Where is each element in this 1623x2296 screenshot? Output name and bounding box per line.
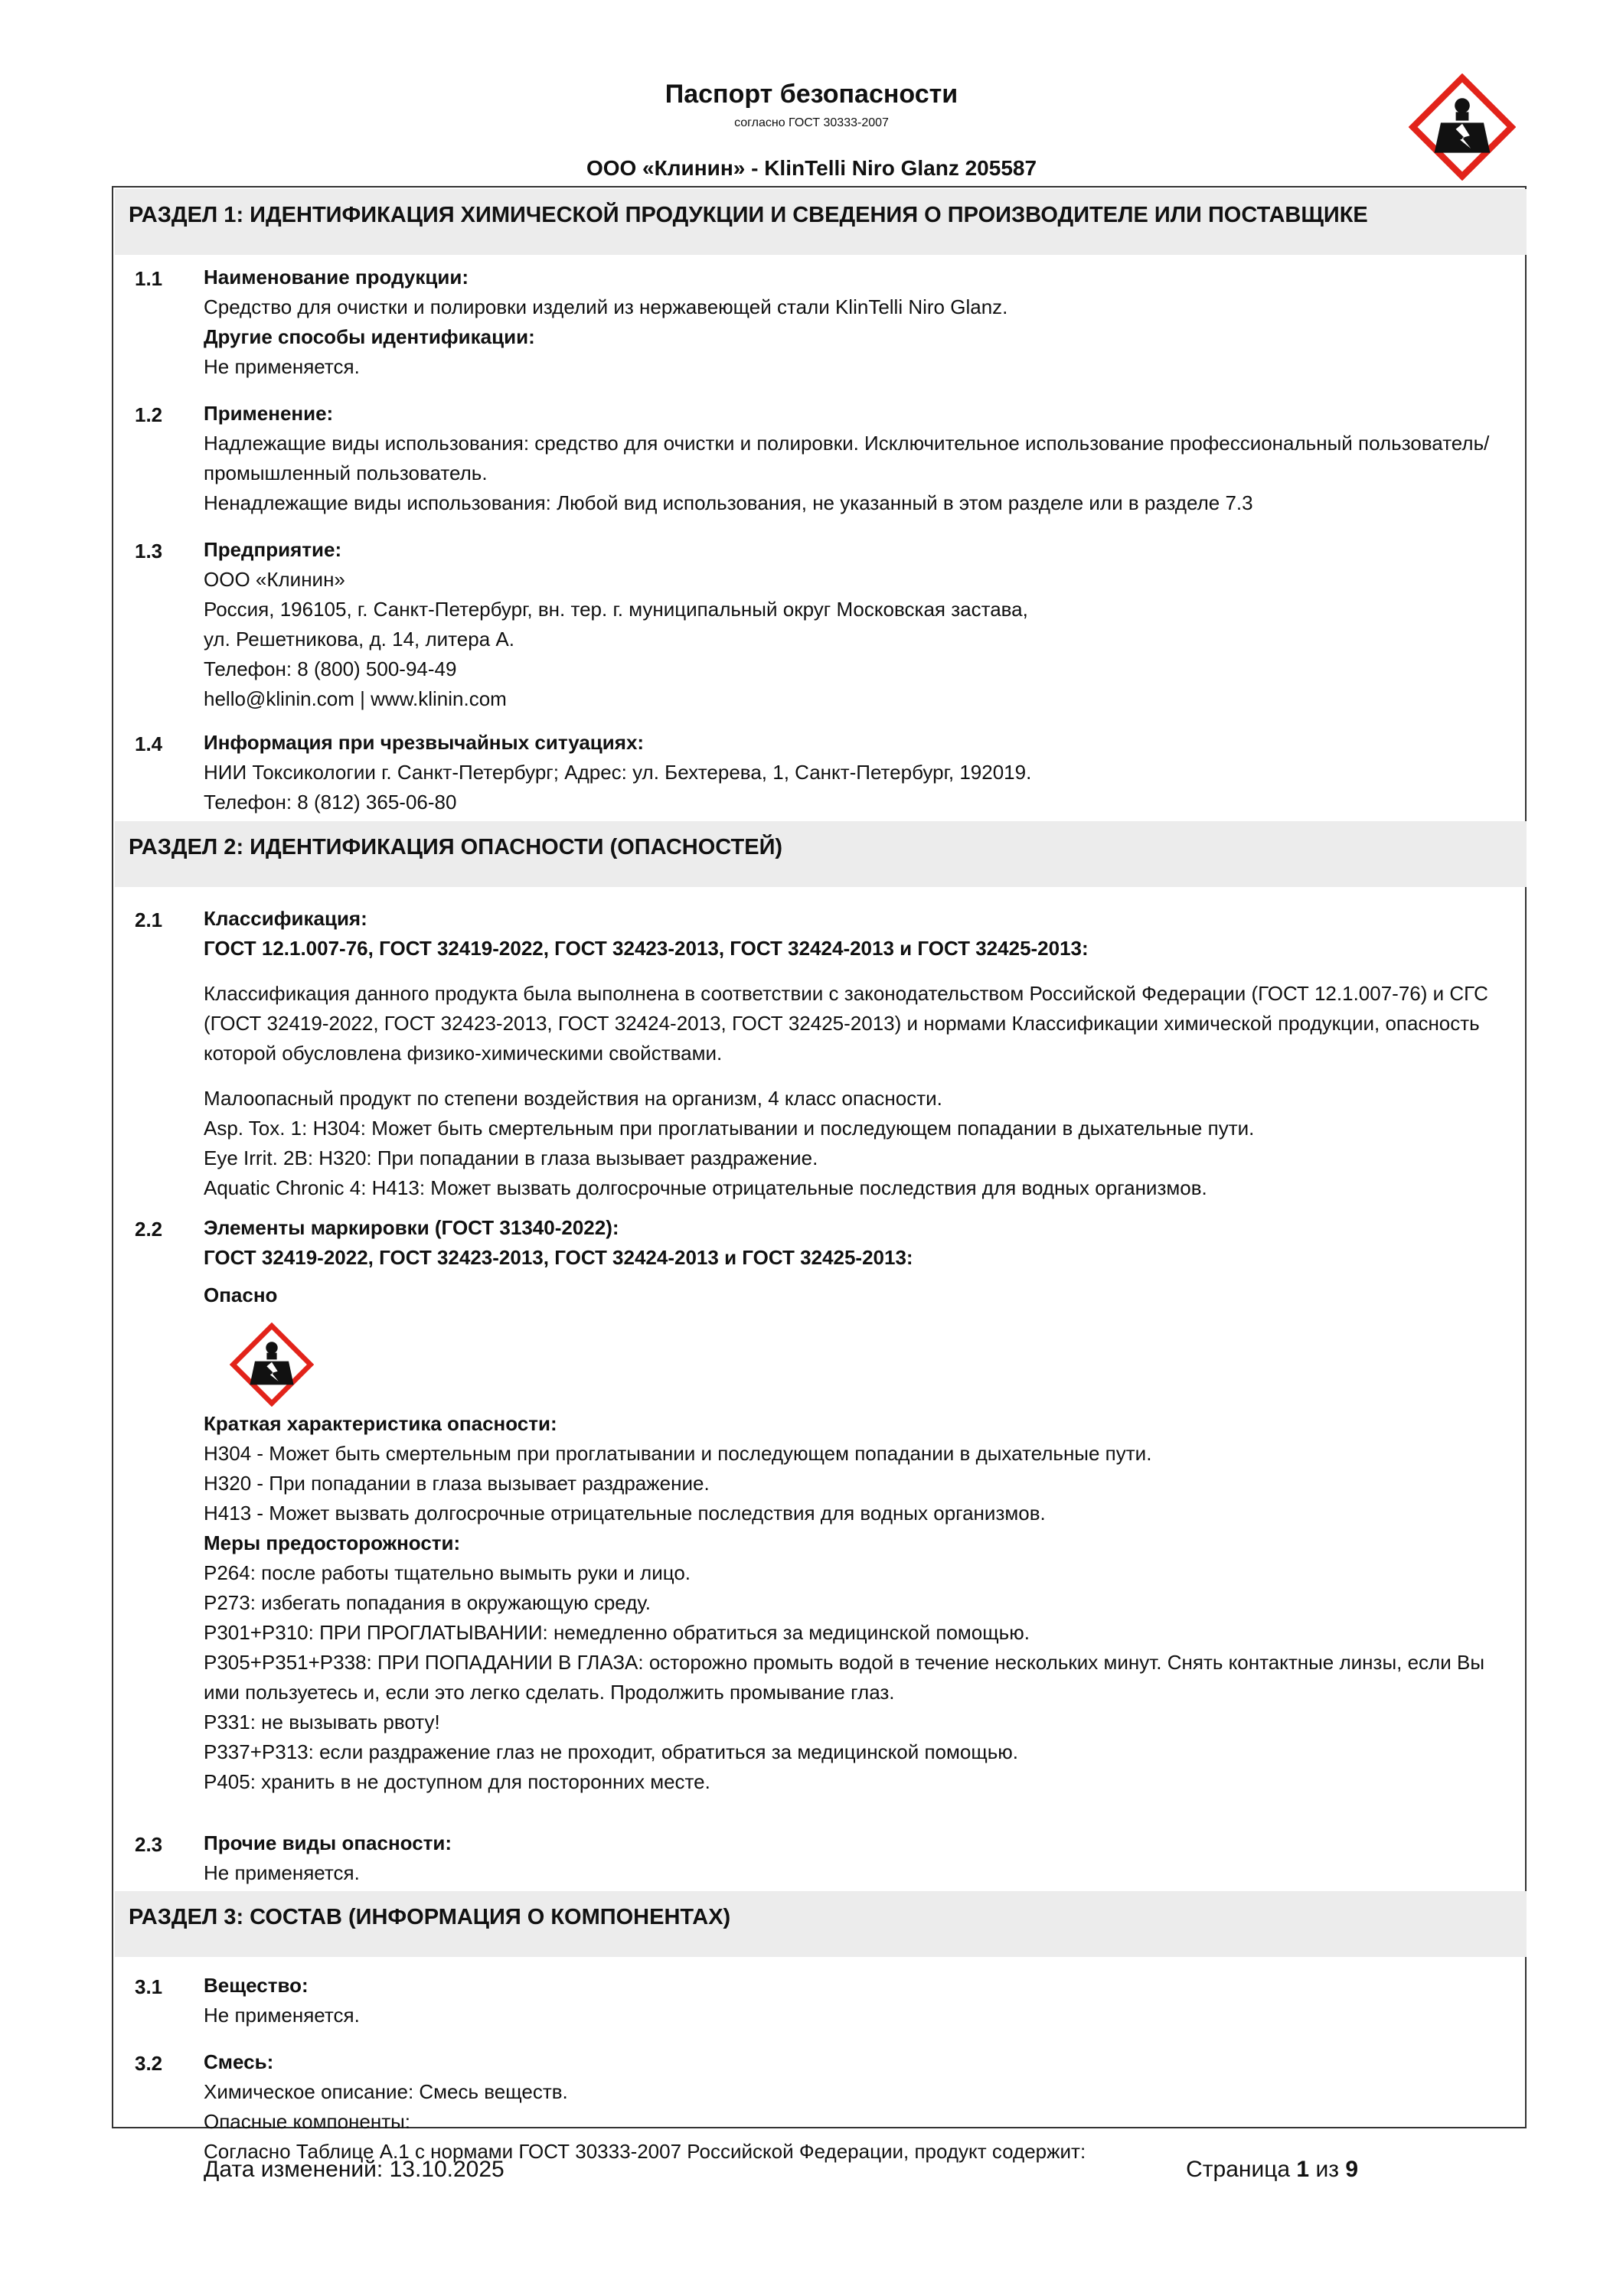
substance-heading: Вещество: xyxy=(204,1974,309,1997)
hazardous-components-label: Опасные компоненты: xyxy=(204,2110,411,2133)
item-1-3-number: 1.3 xyxy=(135,540,163,563)
item-1-4 xyxy=(204,728,1513,817)
other-id-text: Не применяется. xyxy=(204,355,360,378)
health-hazard-icon xyxy=(1409,73,1516,181)
precaution-statement: P405: хранить в не доступном для посторонних месте. xyxy=(204,1770,710,1793)
labelling-heading: Элементы маркировки (ГОСТ 31340-2022): xyxy=(204,1216,619,1239)
precaution-statement: P264: после работы тщательно вымыть руки и лицо. xyxy=(204,1561,691,1584)
health-hazard-icon xyxy=(230,1322,314,1407)
section-2-header xyxy=(115,821,1527,887)
item-1-1 xyxy=(204,263,1513,382)
precaution-statement: P273: избегать попадания в окружающую среду. xyxy=(204,1591,651,1614)
hazard-statement: H413 - Может вызвать долгосрочные отрицательные последствия для водных организмов. xyxy=(204,1502,1046,1525)
precautions-heading: Меры предосторожности: xyxy=(204,1531,461,1554)
product-name-heading: Наименование продукции: xyxy=(204,266,469,289)
item-2-2-number: 2.2 xyxy=(135,1218,163,1241)
document-header xyxy=(0,0,1623,184)
item-2-1 xyxy=(204,904,1513,1203)
usage-appropriate: Надлежащие виды использования: средство для очистки и полировки. Исключительное использование профессиональный пользователь/промышленный пользователь. xyxy=(204,432,1490,484)
company-name: ООО «Клинин» xyxy=(204,568,345,591)
classification-h413: Aquatic Chronic 4: H413: Может вызвать долгосрочные отрицательные последствия для водных организмов. xyxy=(204,1176,1207,1199)
item-3-1 xyxy=(204,1971,1513,2030)
usage-heading: Применение: xyxy=(204,402,334,425)
page-of: из xyxy=(1315,2157,1339,2182)
classification-h304: Asp. Tox. 1: H304: Может быть смертельным при проглатывании и последующем попадании в дыхательные пути. xyxy=(204,1117,1255,1140)
item-1-2-number: 1.2 xyxy=(135,403,163,426)
item-2-1-number: 2.1 xyxy=(135,908,163,931)
hazard-statement: H320 - При попадании в глаза вызывает раздражение. xyxy=(204,1472,710,1495)
company-address-2: ул. Решетникова, д. 14, литера А. xyxy=(204,628,514,651)
emergency-heading: Информация при чрезвычайных ситуациях: xyxy=(204,731,645,754)
product-name-text: Средство для очистки и полировки изделий из нержавеющей стали KlinTelli Niro Glanz. xyxy=(204,295,1008,318)
item-2-2 xyxy=(204,1213,1513,1310)
document-subtitle: согласно ГОСТ 30333-2007 xyxy=(734,116,889,129)
classification-heading: Классификация: xyxy=(204,907,367,930)
item-2-3-number: 2.3 xyxy=(135,1833,163,1856)
section-3-title: РАЗДЕЛ 3: СОСТАВ (ИНФОРМАЦИЯ О КОМПОНЕНТАХ) xyxy=(129,1905,731,1929)
precaution-statement: P305+P351+P338: ПРИ ПОПАДАНИИ В ГЛАЗА: осторожно промыть водой в течение нескольких минут. Снять контактные линзы, если Вы ими пользуетесь и, если это легко сделать. Продолжить промывание глаз. xyxy=(204,1651,1485,1704)
item-1-4-number: 1.4 xyxy=(135,732,163,755)
precaution-statement: P337+P313: если раздражение глаз не проходит, обратиться за медицинской помощью. xyxy=(204,1740,1018,1763)
page-label: Страница xyxy=(1186,2157,1291,2182)
company-phone: Телефон: 8 (800) 500-94-49 xyxy=(204,657,457,680)
classification-standards: ГОСТ 12.1.007-76, ГОСТ 32419-2022, ГОСТ 32423-2013, ГОСТ 32424-2013 и ГОСТ 32425-2013: xyxy=(204,937,1089,960)
page-total: 9 xyxy=(1345,2157,1358,2182)
hazard-class-line: Малоопасный продукт по степени воздействия на организм, 4 класс опасности. xyxy=(204,1087,942,1110)
emergency-address: НИИ Токсикологии г. Санкт-Петербург; Адрес: ул. Бехтерева, 1, Санкт-Петербург, 192019. xyxy=(204,761,1032,784)
company-heading: Предприятие: xyxy=(204,538,342,561)
section-2-title: РАЗДЕЛ 2: ИДЕНТИФИКАЦИЯ ОПАСНОСТИ (ОПАСНОСТЕЙ) xyxy=(129,835,783,859)
classification-paragraph: Классификация данного продукта была выполнена в соответствии с законодательством Российской Федерации (ГОСТ 12.1.007-76) и СГС (ГОСТ 32419-2022, ГОСТ 32423-2013, ГОСТ 32424-2013, ГОСТ 32425-2013) и нормами Классификации химической продукции, опасность которой обусловлена физико-химическими свойствами. xyxy=(204,982,1488,1065)
classification-h320: Eye Irrit. 2B: H320: При попадании в глаза вызывает раздражение. xyxy=(204,1146,818,1169)
product-name: ООО «Клинин» - KlinTelli Niro Glanz 205587 xyxy=(586,156,1037,180)
mixture-heading: Смесь: xyxy=(204,2050,274,2073)
usage-inappropriate: Ненадлежащие виды использования: Любой вид использования, не указанный в этом разделе или в разделе 7.3 xyxy=(204,491,1253,514)
item-1-2 xyxy=(204,399,1513,518)
mixture-description: Химическое описание: Смесь веществ. xyxy=(204,2080,568,2103)
precaution-statement: P301+P310: ПРИ ПРОГЛАТЫВАНИИ: немедленно обратиться за медицинской помощью. xyxy=(204,1621,1030,1644)
hazard-and-precaution-statements xyxy=(204,1409,1513,1797)
labelling-standards: ГОСТ 32419-2022, ГОСТ 32423-2013, ГОСТ 32424-2013 и ГОСТ 32425-2013: xyxy=(204,1246,913,1269)
item-3-2-number: 3.2 xyxy=(135,2052,163,2075)
emergency-phone: Телефон: 8 (812) 365-06-80 xyxy=(204,791,457,814)
company-contacts: hello@klinin.com | www.klinin.com xyxy=(204,687,507,710)
item-3-1-number: 3.1 xyxy=(135,1975,163,1998)
signal-word: Опасно xyxy=(204,1283,278,1306)
substance-text: Не применяется. xyxy=(204,2004,360,2027)
document-title: Паспорт безопасности xyxy=(665,80,958,109)
section-1-title: РАЗДЕЛ 1: ИДЕНТИФИКАЦИЯ ХИМИЧЕСКОЙ ПРОДУКЦИИ И СВЕДЕНИЯ О ПРОИЗВОДИТЕЛЕ ИЛИ ПОСТАВЩИКЕ xyxy=(129,203,1368,227)
revision-date: Дата изменений: 13.10.2025 xyxy=(204,2157,505,2182)
mixture-contents-intro: Согласно Таблице А.1 с нормами ГОСТ 30333-2007 Российской Федерации, продукт содержит: xyxy=(204,2140,1086,2163)
other-id-heading: Другие способы идентификации: xyxy=(204,325,535,348)
item-1-1-number: 1.1 xyxy=(135,267,163,290)
precaution-statement: P331: не вызывать рвоту! xyxy=(204,1711,440,1733)
document-frame xyxy=(112,186,1527,2163)
other-hazards-heading: Прочие виды опасности: xyxy=(204,1831,452,1854)
page-number xyxy=(1186,2157,1358,2183)
other-hazards-text: Не применяется. xyxy=(204,1861,360,1884)
company-address-1: Россия, 196105, г. Санкт-Петербург, вн. тер. г. муниципальный округ Московская застава, xyxy=(204,598,1028,621)
item-2-3 xyxy=(204,1828,1513,1888)
item-1-3 xyxy=(204,535,1513,714)
section-1-header xyxy=(115,189,1527,255)
item-3-2 xyxy=(204,2047,1513,2167)
section-3-header xyxy=(115,1891,1527,1957)
page-current: 1 xyxy=(1296,2157,1310,2182)
hazard-statements-heading: Краткая характеристика опасности: xyxy=(204,1412,557,1435)
hazard-statement: H304 - Может быть смертельным при проглатывании и последующем попадании в дыхательные пути. xyxy=(204,1442,1152,1465)
